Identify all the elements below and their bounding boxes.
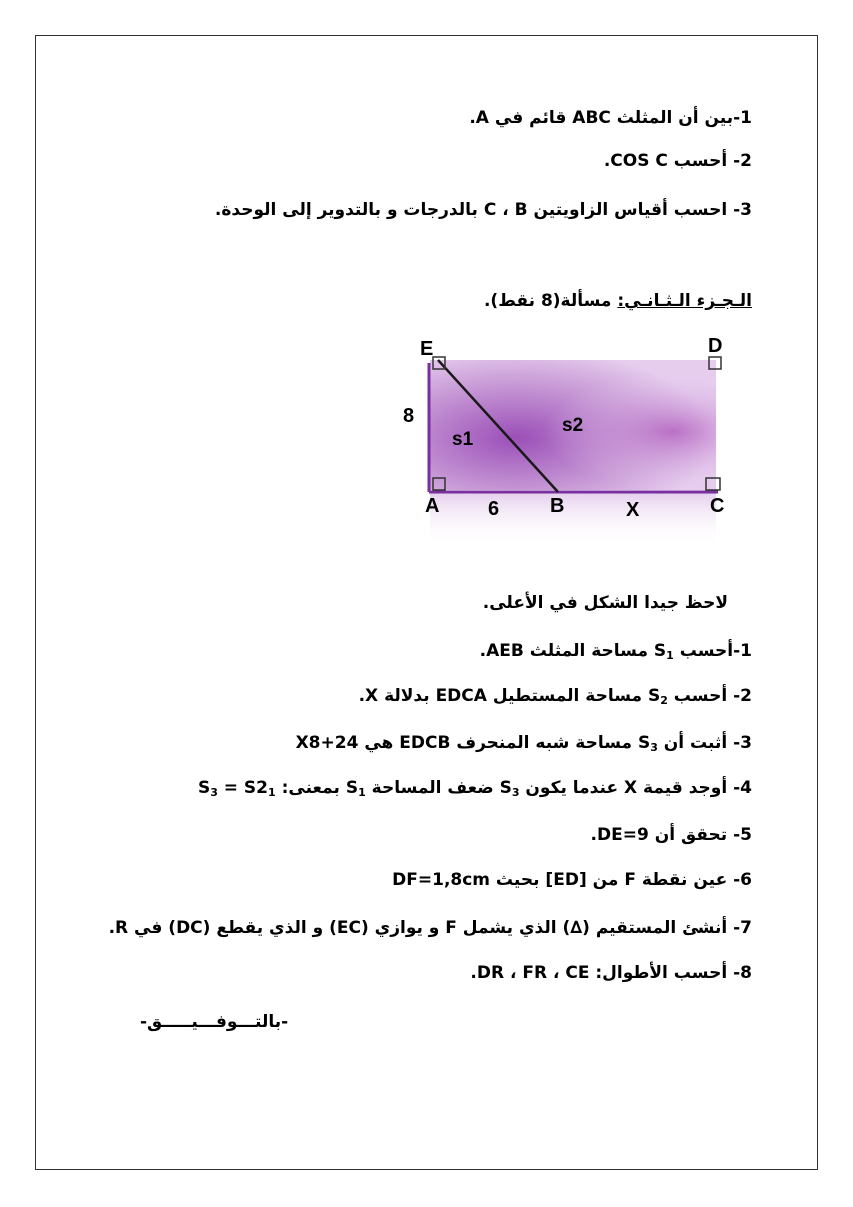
item-1-sub: 1 xyxy=(666,649,674,662)
item-4-text-b: ضعف المساحة S xyxy=(345,778,500,798)
part2-item-4 xyxy=(198,777,752,804)
part2-item-6: 6- عين نقطة F من [ED] بحيث DF=1,8cm xyxy=(392,870,752,890)
part1-item-3: 3- احسب أقياس الزاويتين C ، B بالدرجات و بالتدوير إلى الوحدة. xyxy=(214,200,752,220)
item-3-text-b: مساحة شبه المنحرف EDCB هي X8+24 xyxy=(295,733,638,753)
label-side-ab: 6 xyxy=(488,498,500,520)
label-s1: s1 xyxy=(452,429,474,450)
label-d: D xyxy=(708,335,723,357)
part2-item-3 xyxy=(296,732,752,759)
item-3-text-a: 3- أثبت أن S xyxy=(637,733,752,753)
label-side-bc: X xyxy=(626,499,640,521)
closing-wish: -بالتـــوفـــيـــــق- xyxy=(140,1012,289,1032)
geometry-figure xyxy=(400,330,745,560)
figure-reflection xyxy=(430,492,716,547)
item-4-sub-b: 1 xyxy=(358,786,366,799)
part2-item-5: 5- تحقق أن DE=9. xyxy=(590,825,752,845)
item-4-text-d: = S2 xyxy=(217,778,268,798)
label-c: C xyxy=(710,495,725,517)
label-a: A xyxy=(425,495,440,517)
part2-heading xyxy=(484,290,752,312)
item-4-text-a: 4- أوجد قيمة X عندما يكون S xyxy=(499,778,752,798)
item-4-sub-c: 3 xyxy=(210,786,218,799)
part2-item-2 xyxy=(359,685,752,712)
part2-heading-rest: مسألة(8 نقط). xyxy=(483,291,618,311)
part2-heading-title: الـجـزء الـثـانـي: xyxy=(617,291,752,311)
item-2-text-a: 2- أحسب S xyxy=(647,686,752,706)
item-1-text-b: مساحة المثلث AEB. xyxy=(479,641,654,661)
item-2-text-b: مساحة المستطيل EDCA بدلالة X. xyxy=(358,686,648,706)
part1-item-1: 1-بين أن المثلث ABC قائم في A. xyxy=(469,108,752,128)
item-4-sub-a: 3 xyxy=(511,786,520,799)
item-3-sub: 3 xyxy=(650,741,658,754)
part2-item-1 xyxy=(480,640,752,667)
label-b: B xyxy=(550,495,565,517)
item-1-text-a: 1-أحسب S xyxy=(653,641,752,661)
item-2-sub: 2 xyxy=(660,694,668,707)
label-side-ae: 8 xyxy=(403,405,415,427)
part2-item-7: 7- أنشئ المستقيم (∆) الذي يشمل F و يوازي (EC) و الذي يقطع (DC) في R. xyxy=(108,918,752,938)
part2-item-8: 8- أحسب الأطوال: DR ، FR ، CE. xyxy=(470,963,752,983)
item-4-text-c: بمعنى: S xyxy=(197,778,346,798)
part2-intro: لاحظ جيدا الشكل في الأعلى. xyxy=(482,593,728,613)
item-4-sub-d: 1 xyxy=(268,786,276,799)
label-e: E xyxy=(420,338,434,360)
part1-item-2: 2- أحسب COS C. xyxy=(603,151,752,171)
label-s2: s2 xyxy=(562,415,584,436)
